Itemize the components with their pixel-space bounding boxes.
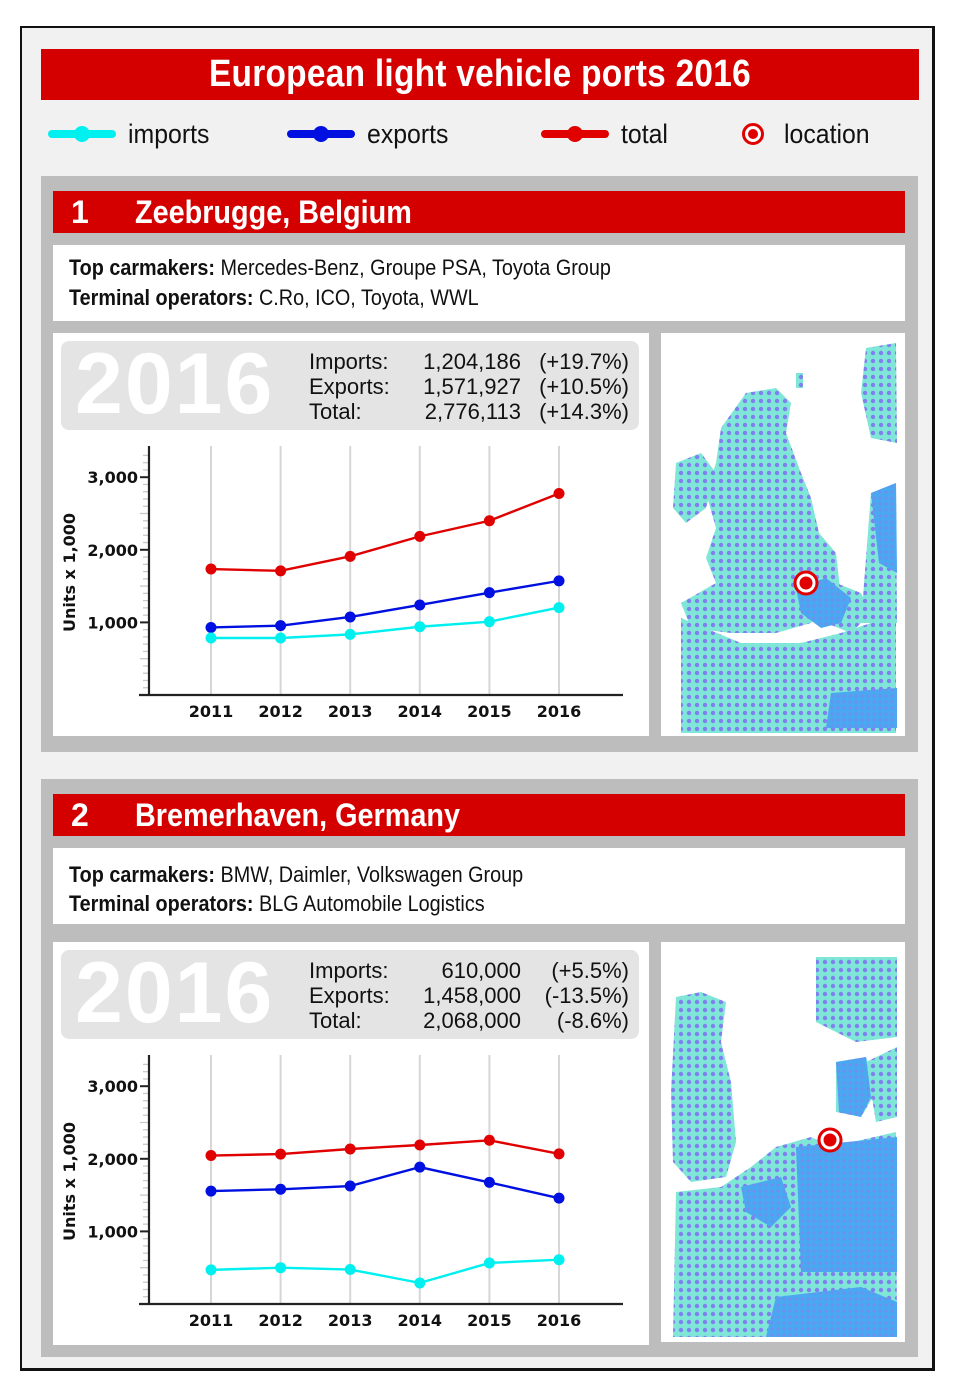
- legend-item-location: [742, 112, 877, 156]
- stats-value: 2,068,000: [423, 1008, 521, 1033]
- land-region: [816, 957, 897, 1042]
- y-tick-label: 2,000: [87, 540, 138, 560]
- data-point-imports: [275, 1262, 286, 1273]
- legend-label-imports: imports: [128, 118, 210, 149]
- data-point-imports: [275, 633, 286, 644]
- data-point-exports: [345, 611, 356, 622]
- page-title-text: European light vehicle ports 2016: [208, 53, 752, 95]
- stats-label: Total:: [309, 1008, 362, 1033]
- page-title: [41, 49, 919, 100]
- data-point-total: [275, 1149, 286, 1160]
- y-tick-label: 2,000: [87, 1149, 138, 1169]
- data-point-exports: [345, 1181, 356, 1192]
- exports-line-icon: [287, 130, 355, 138]
- stats-change: (+10.5%): [539, 374, 629, 399]
- port-panel-bremerhaven: [41, 779, 918, 1357]
- line-chart-bremerhaven: [53, 942, 649, 1345]
- line-chart-zeebrugge: [53, 333, 649, 736]
- port-header: [53, 191, 905, 233]
- x-tick-label: 2015: [467, 702, 512, 721]
- x-tick-label: 2012: [258, 1311, 303, 1330]
- operators-line: [69, 891, 485, 917]
- data-point-imports: [554, 602, 565, 613]
- data-point-total: [414, 1140, 425, 1151]
- port-name: Zeebrugge, Belgium: [135, 194, 412, 230]
- operators-label: Terminal operators:: [69, 285, 254, 310]
- x-tick-label: 2015: [467, 1311, 512, 1330]
- stats-label: Total:: [309, 399, 362, 424]
- stats-label: Imports:: [309, 958, 389, 983]
- data-point-exports: [554, 1193, 565, 1204]
- stats-change: (-8.6%): [556, 1008, 629, 1033]
- carmakers-label: Top carmakers:: [69, 255, 215, 280]
- data-point-exports: [206, 1186, 217, 1197]
- stats-year: 2016: [75, 945, 275, 1041]
- location-map-zeebrugge: [661, 333, 905, 736]
- data-point-exports: [206, 622, 217, 633]
- data-point-total: [206, 1150, 217, 1161]
- carmakers-value: BMW, Daimler, Volkswagen Group: [220, 862, 524, 887]
- operators-value: C.Ro, ICO, Toyota, WWL: [258, 285, 479, 310]
- land-region: [673, 453, 716, 523]
- location-marker-icon: [742, 123, 764, 145]
- stats-label: Imports:: [309, 349, 389, 374]
- port-panel-zeebrugge: [41, 176, 918, 752]
- port-rank: 1: [71, 194, 89, 230]
- legend-label-exports: exports: [367, 118, 449, 149]
- y-tick-label: 1,000: [87, 613, 138, 633]
- data-point-exports: [414, 599, 425, 610]
- port-info: [53, 848, 905, 924]
- series-line-exports: [211, 581, 559, 628]
- x-tick-label: 2011: [188, 1311, 234, 1330]
- x-tick-label: 2014: [397, 702, 443, 721]
- stats-value: 1,204,186: [423, 349, 521, 374]
- series-line-exports: [211, 1167, 559, 1198]
- x-tick-label: 2013: [327, 1311, 373, 1330]
- carmakers-label: Top carmakers:: [69, 862, 215, 887]
- land-region: [861, 343, 897, 443]
- data-point-imports: [414, 1277, 425, 1288]
- land-region: [866, 1047, 897, 1122]
- x-tick-label: 2014: [397, 1311, 443, 1330]
- land-region: [671, 992, 736, 1182]
- data-point-imports: [345, 1264, 356, 1275]
- data-point-total: [345, 551, 356, 562]
- stats-value: 1,571,927: [423, 374, 521, 399]
- data-point-total: [484, 515, 495, 526]
- data-point-imports: [206, 633, 217, 644]
- x-tick-label: 2016: [536, 1311, 582, 1330]
- data-point-total: [206, 564, 217, 575]
- stats-label: Exports:: [309, 983, 390, 1008]
- data-point-exports: [484, 587, 495, 598]
- port-info: [53, 245, 905, 321]
- x-tick-label: 2013: [327, 702, 373, 721]
- map-panel: [661, 942, 905, 1342]
- data-point-total: [484, 1135, 495, 1146]
- legend: [0, 112, 960, 156]
- stats-change: (+19.7%): [539, 349, 629, 374]
- stats-value: 610,000: [441, 958, 521, 983]
- data-point-imports: [484, 616, 495, 627]
- stats-value: 2,776,113: [424, 399, 521, 424]
- data-point-exports: [275, 1184, 286, 1195]
- carmakers-line: [69, 862, 523, 888]
- operators-value: BLG Automobile Logistics: [258, 891, 485, 916]
- port-header: [53, 794, 905, 836]
- legend-item-imports: [48, 112, 217, 156]
- stats-year: 2016: [75, 336, 275, 432]
- stats-label: Exports:: [309, 374, 390, 399]
- x-tick-label: 2012: [258, 702, 303, 721]
- data-point-exports: [484, 1177, 495, 1188]
- operators-label: Terminal operators:: [69, 891, 254, 916]
- carmakers-line: [69, 255, 611, 281]
- legend-label-total: total: [621, 118, 668, 149]
- data-point-imports: [554, 1254, 565, 1265]
- location-marker-icon: [800, 577, 813, 590]
- data-point-imports: [206, 1264, 217, 1275]
- chart-panel: [53, 333, 649, 736]
- chart-panel: [53, 942, 649, 1345]
- stats-change: (-13.5%): [544, 983, 629, 1008]
- location-map-bremerhaven: [661, 942, 905, 1342]
- series-line-total: [211, 1140, 559, 1155]
- y-tick-label: 3,000: [87, 468, 138, 488]
- series-line-total: [211, 493, 559, 570]
- legend-item-total: [541, 112, 672, 156]
- map-panel: [661, 333, 905, 736]
- data-point-imports: [414, 621, 425, 632]
- data-point-imports: [345, 629, 356, 640]
- x-tick-label: 2016: [536, 702, 582, 721]
- x-tick-label: 2011: [188, 702, 234, 721]
- highlight-region: [826, 688, 897, 728]
- land-region: [796, 373, 803, 388]
- data-point-imports: [484, 1257, 495, 1268]
- series-line-imports: [211, 1260, 559, 1283]
- data-point-total: [345, 1143, 356, 1154]
- y-axis-label: Units x 1,000: [60, 1121, 79, 1242]
- data-point-exports: [414, 1162, 425, 1173]
- port-name: Bremerhaven, Germany: [135, 797, 460, 833]
- stats-change: (+14.3%): [539, 399, 629, 424]
- carmakers-value: Mercedes-Benz, Groupe PSA, Toyota Group: [220, 255, 611, 280]
- stats-value: 1,458,000: [423, 983, 521, 1008]
- y-tick-label: 3,000: [87, 1077, 138, 1097]
- data-point-exports: [554, 575, 565, 586]
- highlight-region: [796, 1137, 897, 1272]
- data-point-total: [554, 488, 565, 499]
- port-rank: 2: [71, 797, 89, 833]
- data-point-total: [414, 531, 425, 542]
- data-point-total: [554, 1148, 565, 1159]
- y-tick-label: 1,000: [87, 1222, 138, 1242]
- stats-change: (+5.5%): [551, 958, 629, 983]
- y-axis-label: Units x 1,000: [60, 512, 79, 633]
- data-point-total: [275, 565, 286, 576]
- legend-item-exports: [287, 112, 456, 156]
- imports-line-icon: [48, 130, 116, 138]
- location-marker-icon: [824, 1134, 837, 1147]
- legend-label-location: location: [784, 118, 870, 149]
- total-line-icon: [541, 130, 609, 138]
- data-point-exports: [275, 620, 286, 631]
- operators-line: [69, 285, 479, 311]
